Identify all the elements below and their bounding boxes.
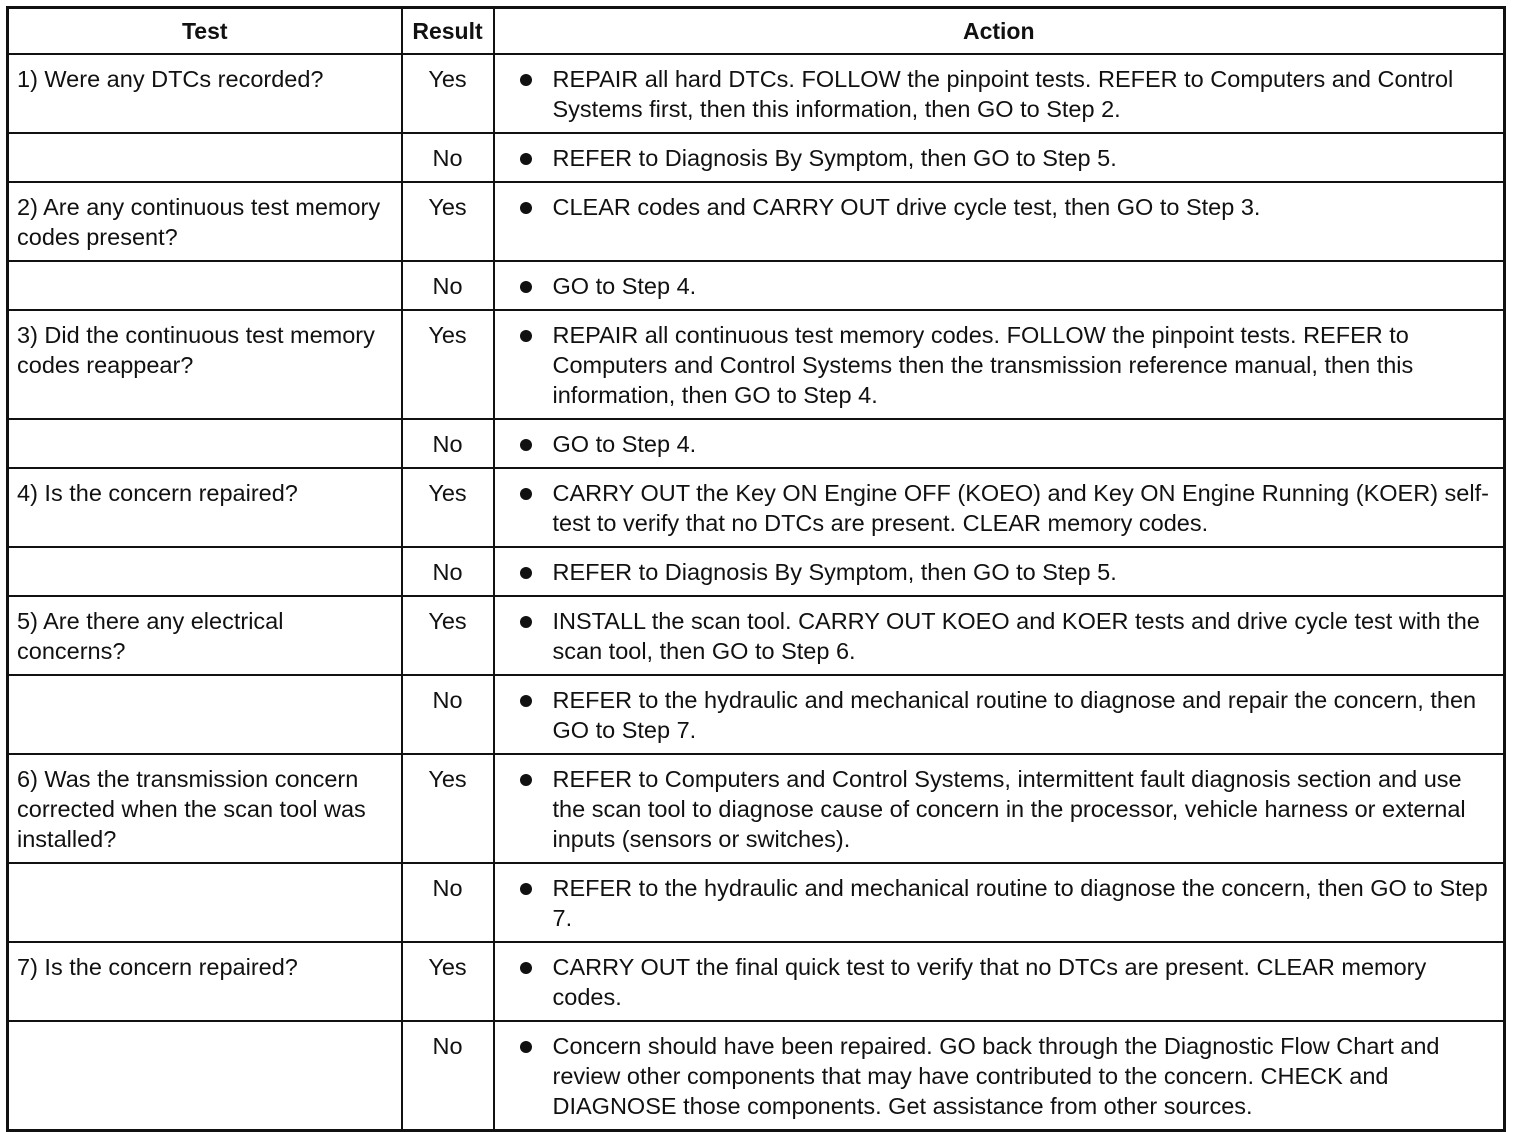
table-row xyxy=(8,419,1505,468)
table-row xyxy=(8,754,1505,863)
action-item xyxy=(495,271,1496,301)
table-row xyxy=(8,261,1505,310)
action-item xyxy=(495,192,1496,222)
header-action: Action xyxy=(494,8,1505,55)
action-item xyxy=(495,685,1496,745)
action-text: INSTALL the scan tool. CARRY OUT KOEO and KOER tests and drive cycle test with the scan tool, then GO to Step 6. xyxy=(552,608,1480,664)
bullet-icon xyxy=(495,429,553,459)
action-text: Concern should have been repaired. GO back through the Diagnostic Flow Chart and review other components that may have contributed to the concern. CHECK and DIAGNOSE those components. Get assistance from other sources. xyxy=(552,1033,1440,1119)
action-cell xyxy=(494,942,1505,1021)
table-header xyxy=(8,8,1505,55)
action-cell xyxy=(494,754,1505,863)
action-cell xyxy=(494,863,1505,942)
bullet-icon xyxy=(495,557,553,587)
action-cell xyxy=(494,468,1505,547)
result-cell: Yes xyxy=(402,596,494,675)
action-item xyxy=(495,873,1496,933)
result-cell: Yes xyxy=(402,942,494,1021)
result-cell: Yes xyxy=(402,310,494,419)
test-cell: 6) Was the transmission concern corrected when the scan tool was installed? xyxy=(8,754,402,863)
test-cell xyxy=(8,675,402,754)
table-row xyxy=(8,310,1505,419)
test-cell xyxy=(8,419,402,468)
header-result: Result xyxy=(402,8,494,55)
action-cell xyxy=(494,310,1505,419)
result-cell: No xyxy=(402,261,494,310)
test-cell: 5) Are there any electrical concerns? xyxy=(8,596,402,675)
table-row xyxy=(8,547,1505,596)
action-item xyxy=(495,64,1496,124)
action-item xyxy=(495,557,1496,587)
action-item xyxy=(495,952,1496,1012)
bullet-icon xyxy=(495,143,553,173)
test-cell xyxy=(8,261,402,310)
test-cell: 3) Did the continuous test memory codes reappear? xyxy=(8,310,402,419)
table-body xyxy=(8,54,1505,1131)
table-row xyxy=(8,942,1505,1021)
test-cell xyxy=(8,1021,402,1131)
result-cell: Yes xyxy=(402,54,494,133)
result-cell: Yes xyxy=(402,754,494,863)
action-text: REFER to the hydraulic and mechanical routine to diagnose and repair the concern, then GO to Step 7. xyxy=(552,687,1477,743)
bullet-icon xyxy=(495,952,553,982)
action-cell xyxy=(494,419,1505,468)
action-cell xyxy=(494,261,1505,310)
test-cell xyxy=(8,133,402,182)
action-cell xyxy=(494,675,1505,754)
test-cell: 7) Is the concern repaired? xyxy=(8,942,402,1021)
bullet-icon xyxy=(495,606,553,636)
table-row xyxy=(8,133,1505,182)
action-item xyxy=(495,1031,1496,1121)
action-cell xyxy=(494,1021,1505,1131)
result-cell: No xyxy=(402,863,494,942)
test-cell: 2) Are any continuous test memory codes present? xyxy=(8,182,402,261)
result-cell: No xyxy=(402,419,494,468)
action-text: GO to Step 4. xyxy=(552,273,697,299)
test-cell xyxy=(8,863,402,942)
bullet-icon xyxy=(495,271,553,301)
action-item xyxy=(495,143,1496,173)
table-row xyxy=(8,863,1505,942)
action-text: CARRY OUT the final quick test to verify that no DTCs are present. CLEAR memory codes. xyxy=(552,954,1427,1010)
result-cell: Yes xyxy=(402,468,494,547)
diagnostic-table xyxy=(6,6,1506,1132)
bullet-icon xyxy=(495,64,553,94)
result-cell: No xyxy=(402,675,494,754)
table-row xyxy=(8,675,1505,754)
bullet-icon xyxy=(495,764,553,794)
action-text: REPAIR all hard DTCs. FOLLOW the pinpoint tests. REFER to Computers and Control Systems first, then this information, then GO to Step 2. xyxy=(552,66,1454,122)
result-cell: Yes xyxy=(402,182,494,261)
bullet-icon xyxy=(495,1031,553,1061)
action-text: GO to Step 4. xyxy=(552,431,697,457)
action-cell xyxy=(494,133,1505,182)
result-cell: No xyxy=(402,133,494,182)
bullet-icon xyxy=(495,320,553,350)
table-row xyxy=(8,1021,1505,1131)
action-cell xyxy=(494,182,1505,261)
action-text: CLEAR codes and CARRY OUT drive cycle test, then GO to Step 3. xyxy=(552,194,1261,220)
action-text: REFER to Diagnosis By Symptom, then GO to Step 5. xyxy=(552,559,1117,585)
table-row xyxy=(8,54,1505,133)
action-text: REFER to the hydraulic and mechanical routine to diagnose the concern, then GO to Step 7. xyxy=(552,875,1488,931)
table-row xyxy=(8,468,1505,547)
action-item xyxy=(495,320,1496,410)
bullet-icon xyxy=(495,478,553,508)
bullet-icon xyxy=(495,192,553,222)
result-cell: No xyxy=(402,1021,494,1131)
table-row xyxy=(8,596,1505,675)
action-item xyxy=(495,478,1496,538)
test-cell: 4) Is the concern repaired? xyxy=(8,468,402,547)
action-cell xyxy=(494,547,1505,596)
header-row xyxy=(8,8,1505,55)
result-cell: No xyxy=(402,547,494,596)
action-text: REPAIR all continuous test memory codes. FOLLOW the pinpoint tests. REFER to Computers and Control Systems then the transmission reference manual, then this information, then GO to Step 4. xyxy=(552,322,1414,408)
bullet-icon xyxy=(495,873,553,903)
action-item xyxy=(495,429,1496,459)
table-row xyxy=(8,182,1505,261)
action-cell xyxy=(494,54,1505,133)
bullet-icon xyxy=(495,685,553,715)
action-item xyxy=(495,606,1496,666)
action-item xyxy=(495,764,1496,854)
test-cell: 1) Were any DTCs recorded? xyxy=(8,54,402,133)
action-text: CARRY OUT the Key ON Engine OFF (KOEO) and Key ON Engine Running (KOER) self-test to verify that no DTCs are present. CLEAR memory codes. xyxy=(552,480,1489,536)
action-cell xyxy=(494,596,1505,675)
header-test: Test xyxy=(8,8,402,55)
action-text: REFER to Computers and Control Systems, intermittent fault diagnosis section and use the scan tool to diagnose cause of concern in the processor, vehicle harness or external inputs (sensors or switches). xyxy=(552,766,1466,852)
action-text: REFER to Diagnosis By Symptom, then GO to Step 5. xyxy=(552,145,1117,171)
test-cell xyxy=(8,547,402,596)
